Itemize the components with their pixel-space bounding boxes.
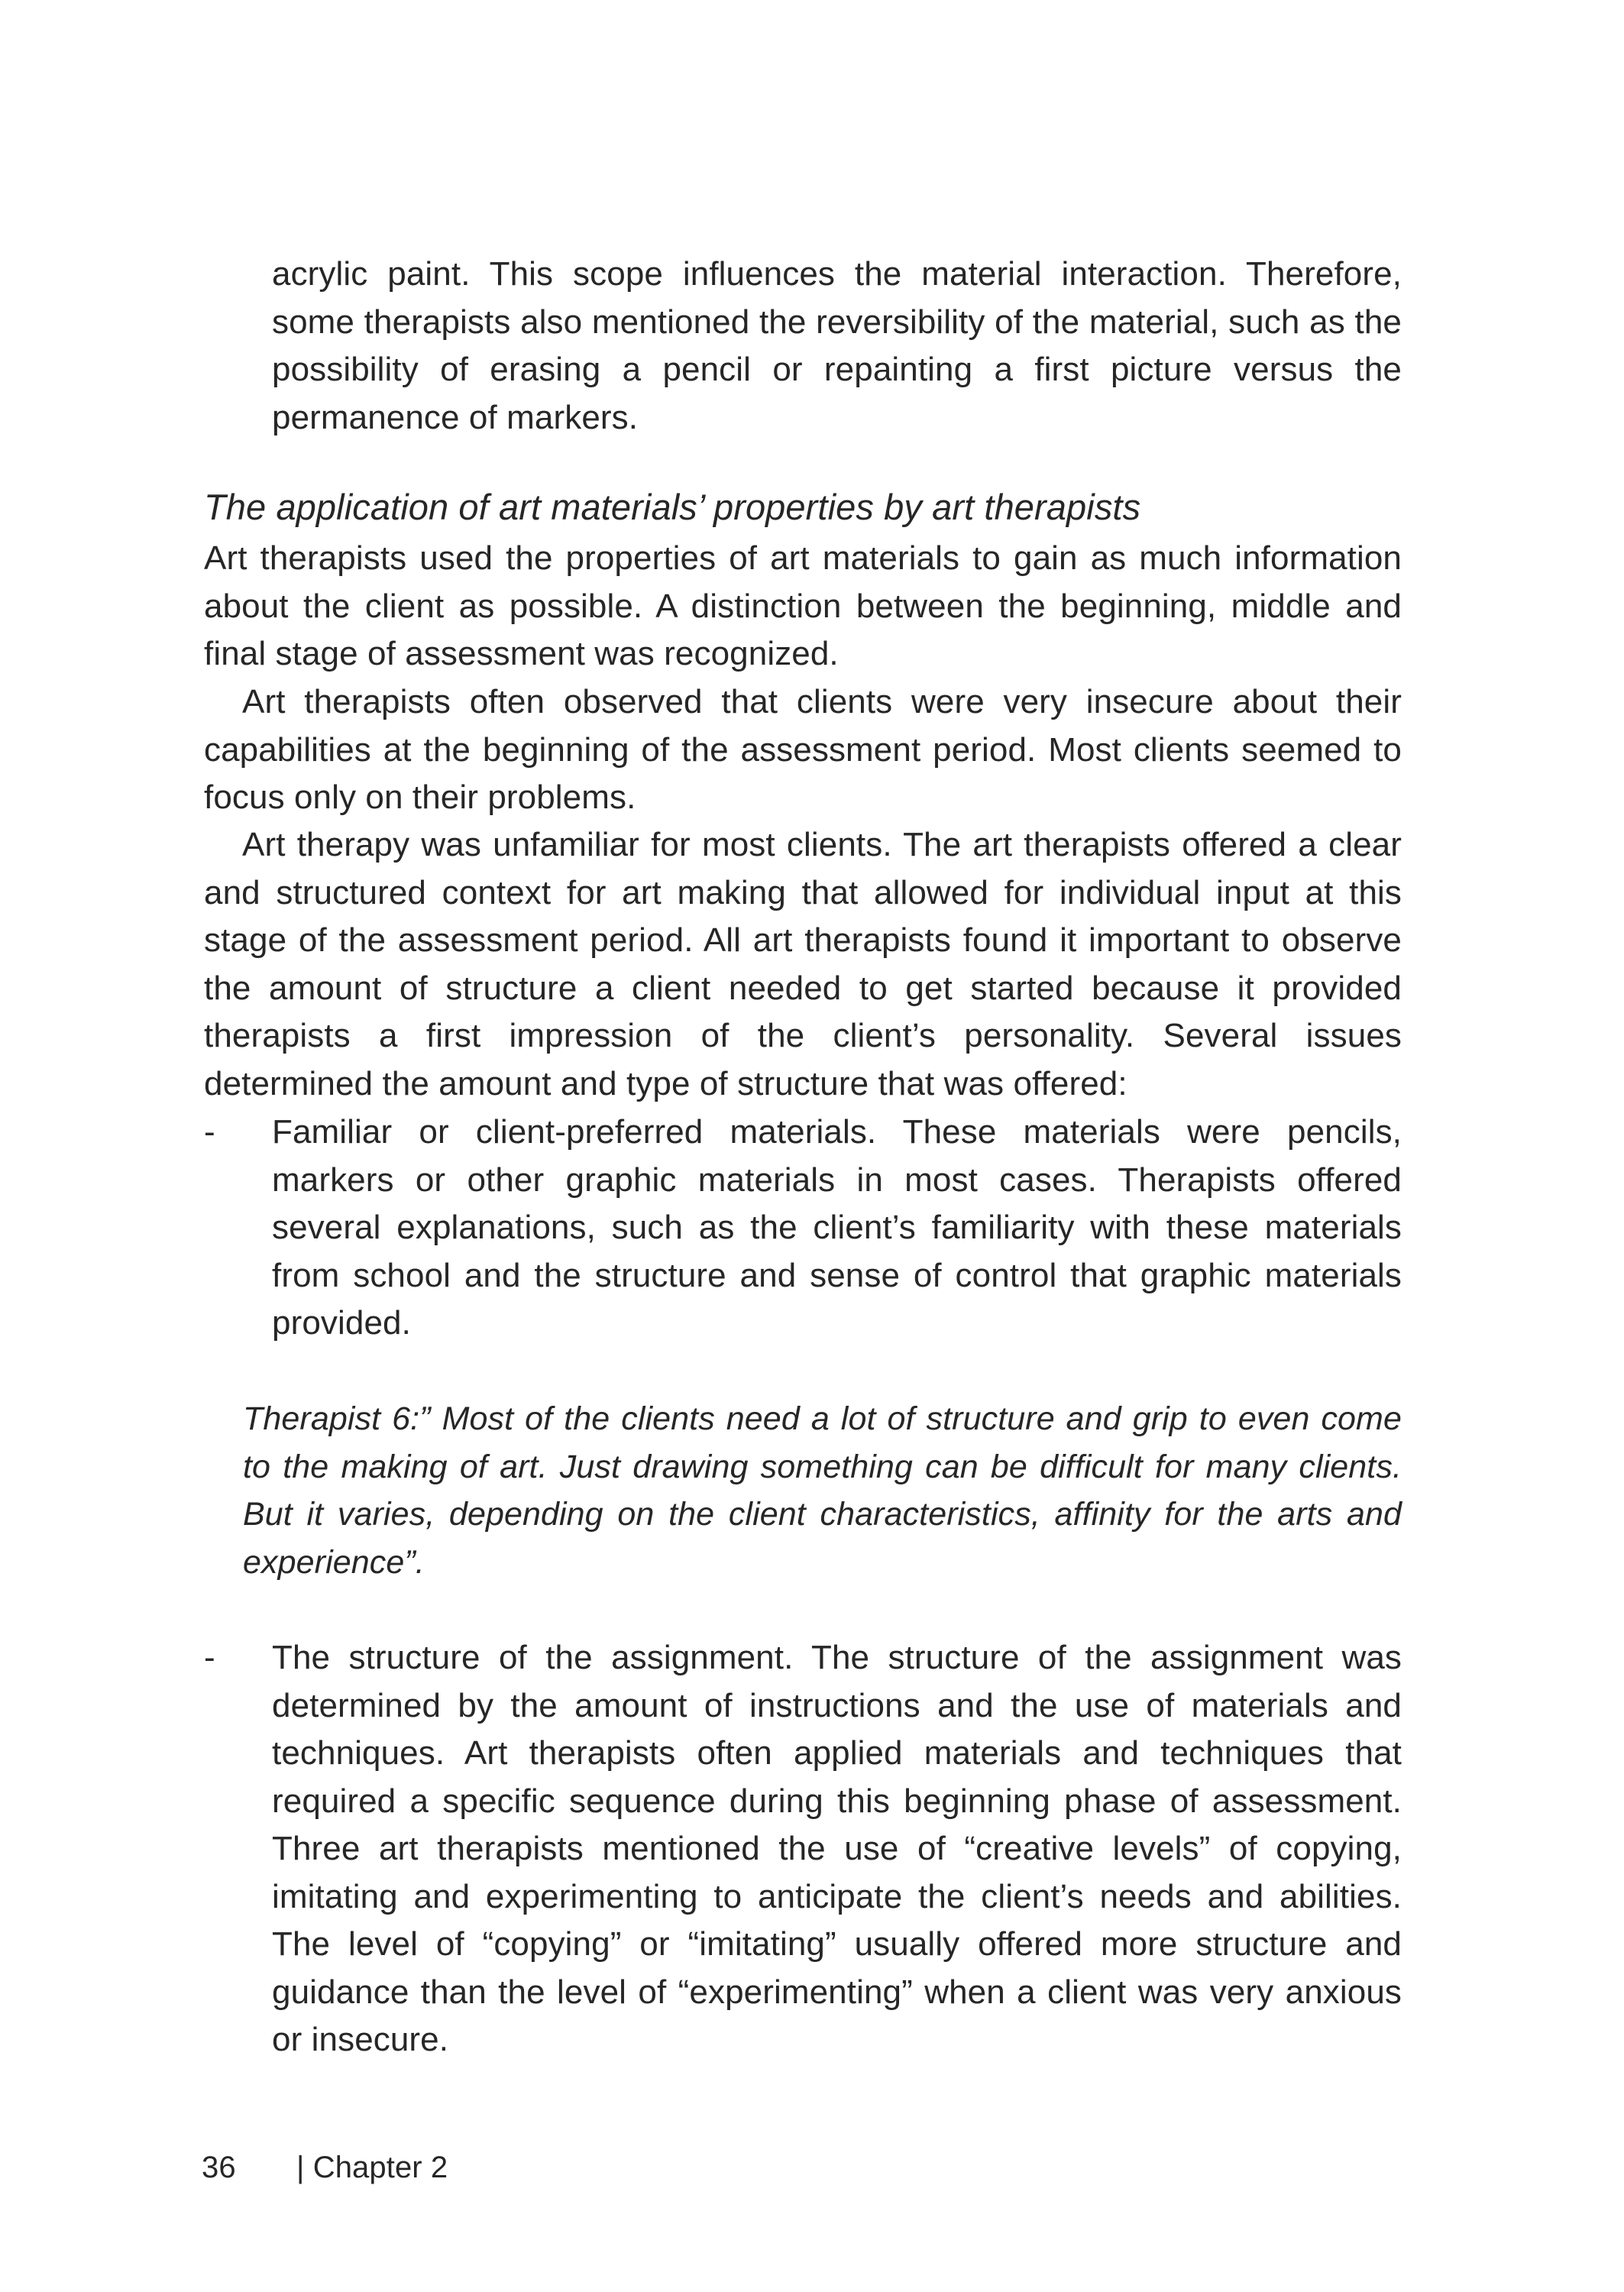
chapter-label: | Chapter 2 bbox=[296, 2151, 448, 2184]
continued-text: acrylic paint. This scope influences the material interaction. Therefore, some therapists also mentioned the reversibility of the material, such as the possibility of erasing a pencil or repainting a first picture versus the permanence of markers. bbox=[272, 255, 1402, 436]
paragraph-2: Art therapists often observed that clients were very insecure about their capabilities at the beginning of the assessment period. Most clients seemed to focus only on their problems. bbox=[204, 683, 1402, 816]
bullet-item-2: The structure of the assignment. The structure of the assignment was determined by the amount of instructions and the use of materials and techniques. Art therapists often applied materials and techniques that required a specific sequence during this beginning phase of assessment. Three art therapists mentioned the use of “creative levels” of copying, imitating and experimenting to anticipate the client’s needs and abilities. The level of “copying” or “imitating” usually offered more structure and guidance than the level of “experimenting” when a client was very anxious or insecure. bbox=[272, 1639, 1402, 2058]
bullet-item-1: Familiar or client-preferred materials. These materials were pencils, markers or other graphic materials in most cases. Therapists offered several explanations, such as the client’s familiarity with these materials from school and the structure and sense of control that graphic materials provided. bbox=[272, 1113, 1402, 1342]
bullet-marker-2: - bbox=[204, 1639, 215, 1676]
section-heading: The application of art materials’ properties by art therapists bbox=[204, 487, 1141, 527]
paragraph-3: Art therapy was unfamiliar for most clients. The art therapists offered a clear and structured context for art making that allowed for individual input at this stage of the assessment period. All art therapists found it important to observe the amount of structure a client needed to get started because it provided therapists a first impression of the client’s personality. Several issues determined the amount and type of structure that was offered: bbox=[204, 826, 1402, 1102]
bullet-marker-1: - bbox=[204, 1113, 215, 1151]
page-number: 36 bbox=[202, 2151, 236, 2184]
interview-quote: Therapist 6:” Most of the clients need a lot of structure and grip to even come to the making of art. Just drawing something can be difficult for many clients. But it varies, depending on the client characteristics, affinity for the arts and experience”. bbox=[243, 1400, 1402, 1581]
paragraph-1: Art therapists used the properties of art materials to gain as much information about the client as possible. A distinction between the beginning, middle and final stage of assessment was recognized. bbox=[204, 539, 1402, 672]
